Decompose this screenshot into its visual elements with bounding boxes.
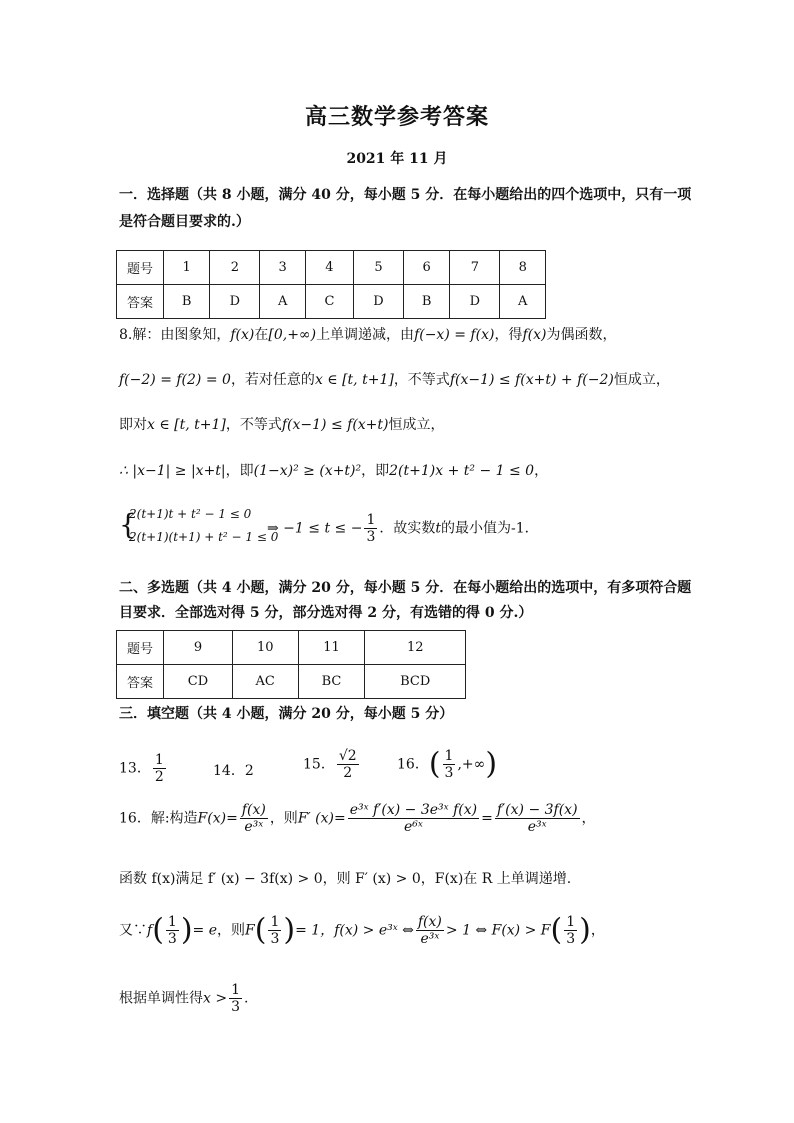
math: F(x)= (197, 810, 238, 827)
label: 15． (303, 756, 335, 773)
text: ，若对任意的 (230, 372, 315, 388)
numerator: f′(x) − 3f(x) (496, 802, 578, 818)
math: = 1， (295, 922, 335, 939)
fraction (416, 914, 444, 947)
numerator: f(x) (417, 914, 442, 930)
math: = e (192, 922, 218, 939)
math: f (147, 922, 153, 939)
numerator: f(x) (241, 802, 266, 818)
answer-cell: D (353, 285, 403, 319)
question-number: 8 (500, 251, 546, 285)
math: ∴ |x−1| ≥ |x+t| (119, 463, 226, 479)
left-paren: ( (428, 746, 441, 782)
system-line1: 2(t+1)t + t² − 1 ≤ 0 (129, 507, 252, 521)
question-number: 1 (164, 251, 210, 285)
math: ⇒ −1 ≤ t ≤ − (267, 520, 363, 537)
choice-answer-table (116, 250, 546, 319)
denominator: e³ˣ (244, 819, 264, 835)
row-label: 题号 (117, 631, 164, 665)
right-paren: ) (579, 912, 591, 948)
math: x > (203, 990, 228, 1007)
math: (1−x)² ≥ (x+t)² (253, 463, 362, 479)
system-brace: { (119, 508, 137, 541)
value: 2 (244, 763, 254, 779)
answer-cell: CD (164, 665, 233, 699)
answer-cell: C (305, 285, 353, 319)
denominator: e³ˣ (527, 819, 547, 835)
text: 恒成立， (388, 417, 445, 433)
table-row (117, 251, 546, 285)
math: x ∈ [t, t+1] (147, 417, 226, 433)
fraction (229, 982, 242, 1015)
numerator: 1 (366, 512, 376, 528)
math: x ∈ [t, t+1] (314, 372, 394, 388)
math: t (435, 520, 441, 537)
text: 根据单调性得 (119, 990, 203, 1007)
fraction (166, 914, 179, 947)
math: > 1 ⇔ F(x) > F (445, 922, 551, 939)
question-number: 2 (210, 251, 260, 285)
numerator: 1 (231, 982, 240, 998)
math: f(x−1) ≤ f(x+t) (281, 417, 389, 433)
denominator: 2 (154, 769, 164, 785)
numerator: 1 (444, 748, 454, 764)
sol8-line5 (267, 512, 539, 545)
text: 在 (254, 327, 269, 343)
math: F′ (x)= (297, 810, 346, 827)
text: 即对 (119, 417, 147, 433)
left-paren: ( (152, 912, 164, 948)
text: ，不等式 (225, 417, 282, 433)
math: f(−2) = f(2) = 0 (119, 372, 231, 388)
section1-heading-line2: 是符合题目要求的.） (119, 214, 250, 230)
section2-heading-line1: 二、多选题（共 4 小题，满分 20 分，每小题 5 分．在每小题给出的选项中，有多项符合题 (119, 580, 692, 596)
text: 恒成立， (613, 372, 670, 388)
text: ，不等式 (393, 372, 450, 388)
sol8-line4 (119, 460, 548, 480)
row-label: 答案 (117, 285, 164, 319)
left-paren: ( (550, 912, 563, 948)
system-line2: 2(t+1)(t+1) + t² − 1 ≤ 0 (129, 530, 279, 544)
question-number: 6 (404, 251, 450, 285)
question-number: 9 (164, 631, 233, 665)
label: 14． (213, 763, 245, 779)
fraction (268, 914, 281, 947)
question-number: 11 (298, 631, 365, 665)
table-row (117, 665, 466, 699)
math: f(x) (522, 327, 547, 343)
denominator: 3 (167, 931, 177, 947)
numerator: 1 (566, 914, 576, 930)
text: ， (590, 922, 605, 939)
text: ，即 (225, 463, 254, 479)
question-number: 12 (365, 631, 466, 665)
denominator: e⁶ˣ (403, 819, 423, 835)
question-number: 4 (305, 251, 353, 285)
text: 16．解:构造 (119, 810, 198, 827)
fraction (564, 914, 577, 947)
numerator: e³ˣ f′(x) − 3e³ˣ f(x) (349, 802, 478, 818)
fraction (240, 802, 268, 835)
sol8-line1 (119, 324, 616, 344)
row-label: 答案 (117, 665, 164, 699)
answer-cell: D (210, 285, 260, 319)
denominator: 3 (566, 931, 576, 947)
answer-16 (397, 748, 497, 781)
answer-cell: A (500, 285, 546, 319)
answer-13 (119, 752, 168, 785)
math: [0,+∞) (268, 327, 317, 343)
fraction (348, 802, 479, 835)
numerator: 1 (167, 914, 177, 930)
text: 为偶函数， (546, 327, 617, 343)
interval-tail: ,+∞ (457, 756, 486, 773)
numerator: √2 (338, 748, 357, 764)
answer-cell: A (260, 285, 306, 319)
left-paren: ( (254, 912, 267, 948)
denominator: 3 (444, 765, 454, 781)
denominator: 3 (231, 999, 240, 1015)
denominator: 2 (343, 765, 353, 781)
text: 的最小值为-1． (441, 520, 539, 537)
answer-cell: D (450, 285, 500, 319)
denominator: 3 (270, 931, 280, 947)
sol16-line1 (119, 802, 596, 835)
text: . (244, 990, 249, 1007)
right-paren: ) (180, 912, 193, 948)
multi-choice-answer-table (116, 630, 466, 699)
fraction (443, 748, 456, 781)
denominator: 3 (366, 529, 376, 545)
math: 2(t+1)x + t² − 1 ≤ 0 (389, 463, 535, 479)
text: = (481, 810, 493, 827)
fraction (495, 802, 580, 835)
section1-heading-line1: 一．选择题（共 8 小题，满分 40 分，每小题 5 分．在每小题给出的四个选项中，只有一项 (119, 187, 692, 203)
question-number: 10 (232, 631, 298, 665)
text: ．故实数 (379, 520, 436, 537)
math: f(x) (230, 327, 255, 343)
text: ， (581, 810, 596, 827)
question-number: 5 (353, 251, 403, 285)
fraction (337, 748, 359, 781)
answer-14 (213, 760, 254, 780)
sol16-line3 (119, 914, 605, 947)
text: ，即 (361, 463, 390, 479)
text: ，则 (269, 810, 298, 827)
text: 上单调递减，由 (316, 327, 415, 343)
sol16-line4 (119, 982, 248, 1015)
answer-cell: B (164, 285, 210, 319)
sol8-line3 (119, 414, 445, 434)
table-row (117, 631, 466, 665)
sol16-line2: 函数 f(x)满足 f′ (x) − 3f(x) > 0，则 F′ (x) > 0，F(x)在 R 上单调递增. (119, 871, 572, 887)
label: 16． (397, 756, 429, 773)
sol8-line2 (119, 369, 670, 389)
right-paren: ) (283, 912, 296, 948)
answer-cell: BCD (365, 665, 466, 699)
fraction (364, 512, 377, 545)
answer-15 (303, 748, 361, 781)
math: F (245, 922, 255, 939)
answer-cell: BC (298, 665, 365, 699)
section2-heading-line2: 目要求．全部选对得 5 分，部分选对得 2 分，有选错的得 0 分.） (119, 605, 533, 621)
text: ，得 (494, 327, 523, 343)
text: ， (534, 463, 549, 479)
numerator: 1 (270, 914, 280, 930)
denominator: e³ˣ (420, 931, 440, 947)
fraction (153, 752, 166, 785)
section3-heading: 三．填空题（共 4 小题，满分 20 分，每小题 5 分） (119, 706, 454, 722)
text: ，则 (217, 922, 246, 939)
label: 13． (119, 760, 151, 777)
question-number: 3 (260, 251, 306, 285)
page-title: 高三数学参考答案 (304, 104, 489, 130)
math: f(x) > e³ˣ ⇔ (334, 922, 414, 939)
math: f(−x) = f(x) (414, 327, 495, 343)
table-row (117, 285, 546, 319)
text: 8.解：由图象知， (119, 327, 231, 343)
right-paren: ) (485, 746, 498, 782)
numerator: 1 (154, 752, 164, 768)
row-label: 题号 (117, 251, 164, 285)
answer-cell: AC (232, 665, 298, 699)
question-number: 7 (450, 251, 500, 285)
answer-cell: B (404, 285, 450, 319)
text: 又∵ (119, 922, 147, 939)
math: f(x−1) ≤ f(x+t) + f(−2) (449, 372, 614, 388)
date: 2021 年 11 月 (346, 151, 448, 167)
